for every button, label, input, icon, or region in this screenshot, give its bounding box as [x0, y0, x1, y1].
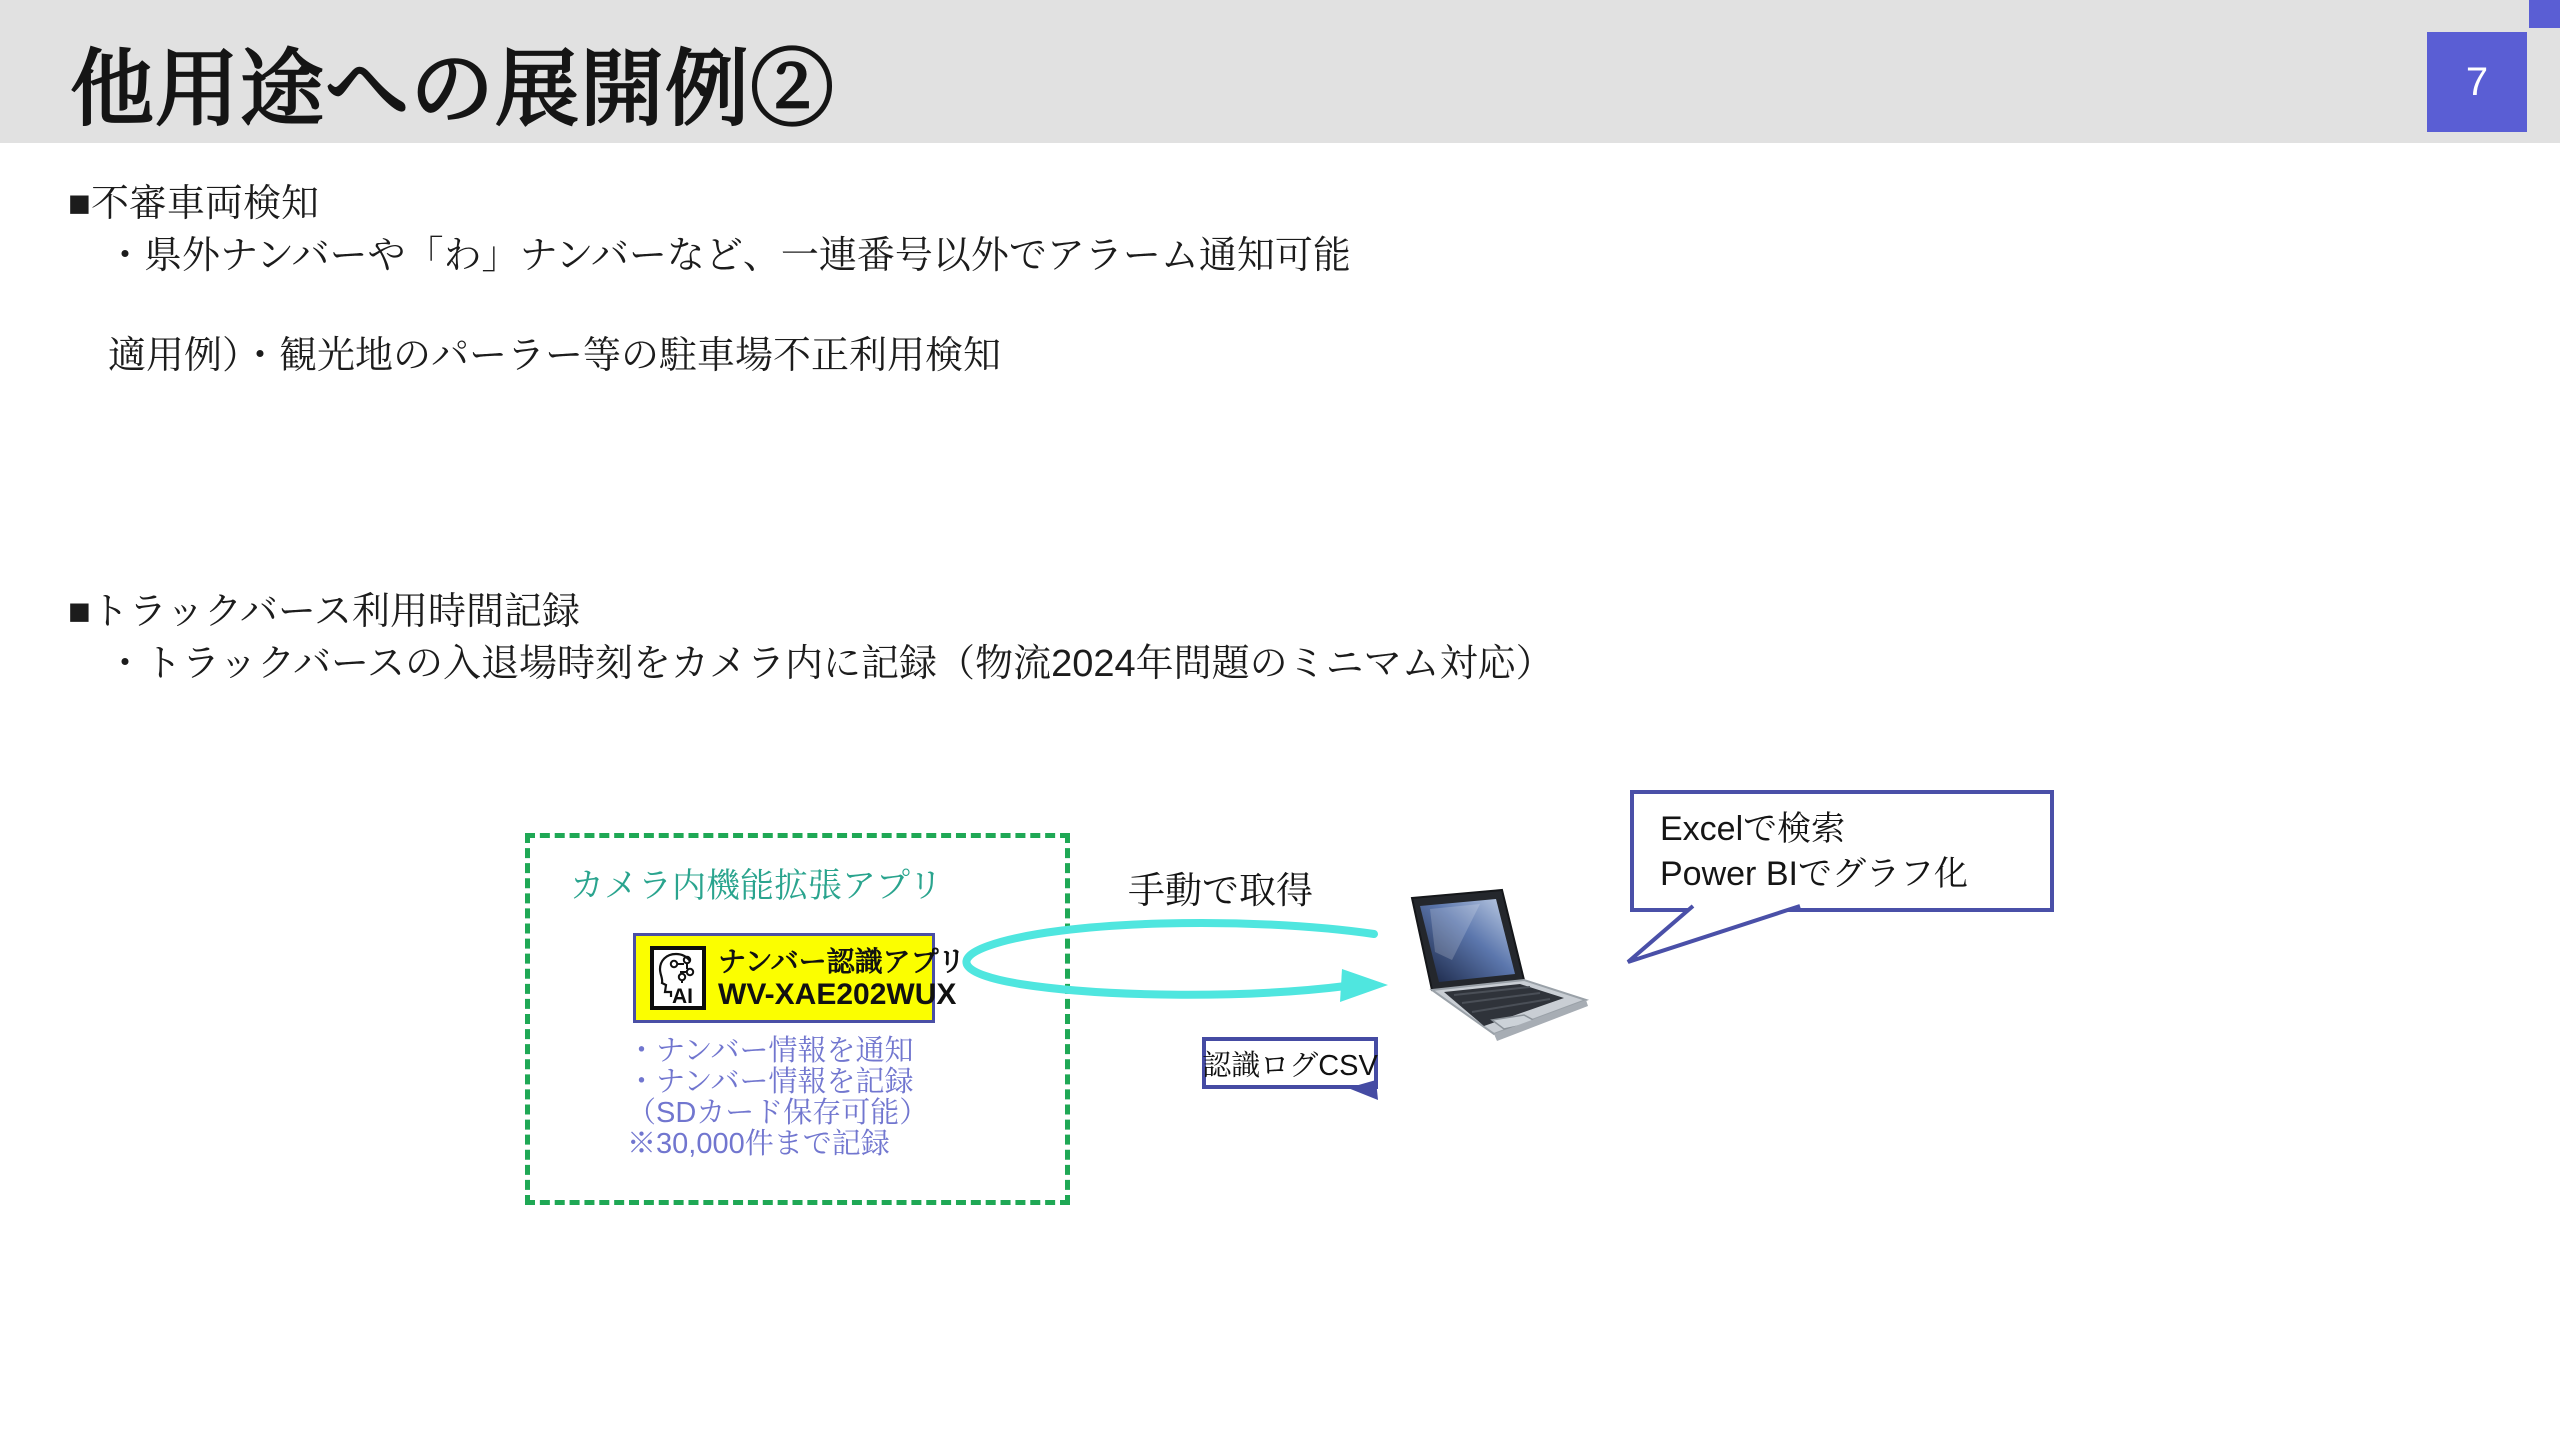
section-truck-berth-bullet: ・トラックバースの入退場時刻をカメラ内に記録（物流2024年問題のミニマム対応） [106, 643, 1554, 685]
section-truck-berth-heading: ■トラックバース利用時間記録 [68, 591, 581, 633]
csv-log-label: 認識ログCSV [1202, 1049, 1378, 1082]
cyan-loop-arrow [950, 912, 1395, 1012]
csv-box-fold-corner [1348, 1080, 1384, 1106]
corner-accent-square [2529, 0, 2560, 28]
speech-bubble-tail [1620, 904, 1812, 968]
app-name: ナンバー認識アプリ [718, 946, 966, 977]
app-note-line: ※30,000件まで記録 [627, 1128, 890, 1160]
app-note-line: ・ナンバー情報を記録 [627, 1066, 914, 1098]
speech-bubble-line1: Excelで検索 [1660, 810, 1846, 848]
page-title: 他用途への展開例② [70, 42, 836, 136]
app-model-number: WV-XAE202WUX [718, 978, 957, 1011]
ai-app-icon [650, 946, 706, 1010]
speech-bubble-text [1634, 794, 2050, 897]
app-note-line: ・ナンバー情報を通知 [627, 1035, 914, 1067]
section-suspicious-vehicle-heading: ■不審車両検知 [68, 183, 319, 225]
page-number: 7 [2465, 59, 2489, 104]
app-text-block [718, 945, 966, 1011]
number-recognition-app-box [633, 933, 966, 1023]
ai-head-circuit-icon [654, 950, 702, 1006]
manual-acquisition-label: 手動で取得 [1128, 870, 1313, 911]
excel-powerbi-speech-bubble [1630, 790, 2054, 912]
svg-text:AI: AI [672, 985, 693, 1006]
camera-function-label: カメラ内機能拡張アプリ [570, 867, 943, 905]
laptop-image [1380, 882, 1590, 1044]
app-note-line: （SDカード保存可能） [627, 1097, 929, 1129]
app-notes-list [627, 1036, 928, 1160]
speech-bubble-line2: Power BIでグラフ化 [1660, 855, 1968, 893]
section-suspicious-vehicle-bullet: ・県外ナンバーや「わ」ナンバーなど、一連番号以外でアラーム通知可能 [106, 235, 1351, 277]
page-number-badge [2427, 32, 2527, 132]
section-suspicious-vehicle-example: 適用例）・観光地のパーラー等の駐車場不正利用検知 [108, 335, 1002, 377]
